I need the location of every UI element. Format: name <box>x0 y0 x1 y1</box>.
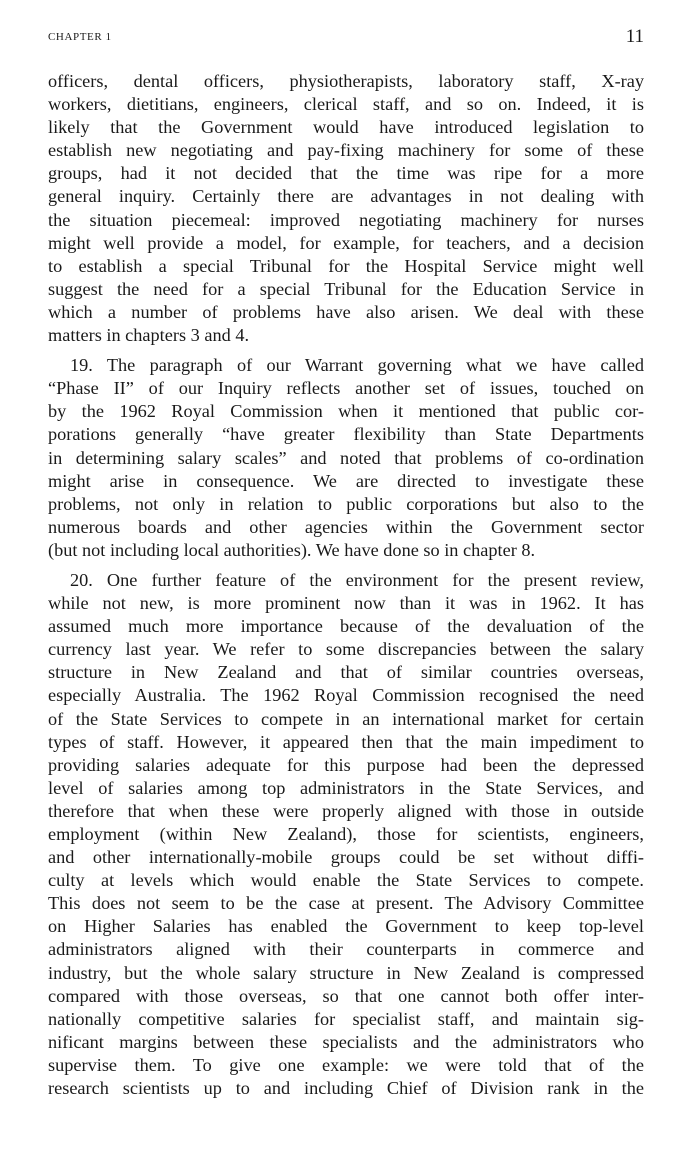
text-line: research scientists up to and including Chief of Division rank in the <box>48 1078 644 1099</box>
text-line: employment (within New Zealand), those for scientists, engineers, <box>48 824 644 844</box>
text-line: 20. One further feature of the environment for the present review, <box>70 569 644 590</box>
text-line: in determining salary scales” and noted that problems of co-ordination <box>48 447 644 468</box>
text-line: officers, dental officers, physiotherapists, laboratory staff, X-ray <box>48 71 644 91</box>
text-line: which a number of problems have also arisen. We deal with these <box>48 301 644 322</box>
text-line: to establish a special Tribunal for the Hospital Service might well <box>48 255 644 276</box>
text-line: (but not including local authorities). We have done so in chapter 8. <box>48 539 536 560</box>
text-line: currency last year. We refer to some discrepancies between the salary <box>48 639 644 660</box>
text-line: level of salaries among top administrators in the State Services, and <box>48 777 644 798</box>
text-line: “Phase II” of our Inquiry reflects another set of issues, touched on <box>48 378 644 399</box>
paragraph-2 <box>48 569 644 1100</box>
text-line: compared with those overseas, so that one cannot both offer inter- <box>48 985 644 1006</box>
text-line: groups, had it not decided that the time was ripe for a more <box>48 163 644 184</box>
text-line: 19. The paragraph of our Warrant governing what we have called <box>70 355 644 376</box>
text-line: assumed much more importance because of the devaluation of the <box>48 616 644 637</box>
text-line: by the 1962 Royal Commission when it mentioned that public cor- <box>48 401 644 422</box>
text-line: therefore that when these were properly aligned with those in outside <box>48 800 644 821</box>
page-number: 11 <box>625 26 644 47</box>
text-line: nificant margins between these specialists and the administrators who <box>48 1031 644 1052</box>
text-line: establish new negotiating and pay-fixing machinery for some of these <box>48 140 644 161</box>
text-line: industry, but the whole salary structure in New Zealand is compressed <box>48 962 644 983</box>
text-line: the situation piecemeal: improved negotiating machinery for nurses <box>48 209 644 230</box>
text-line: structure in New Zealand and that of similar countries overseas, <box>48 662 644 683</box>
text-line: numerous boards and other agencies within the Government sector <box>48 516 644 537</box>
text-line: matters in chapters 3 and 4. <box>48 325 250 346</box>
chapter-heading: CHAPTER 1 <box>48 31 112 43</box>
text-line: nationally competitive salaries for specialist staff, and maintain sig- <box>48 1008 644 1029</box>
paragraph-1 <box>48 354 644 562</box>
text-line: might well provide a model, for example, for teachers, and a decision <box>48 232 644 253</box>
text-line: might arise in consequence. We are directed to investigate these <box>48 470 644 491</box>
paragraph-gap <box>48 562 644 569</box>
text-line: problems, not only in relation to public corporations but also to the <box>48 493 644 514</box>
text-line: especially Australia. The 1962 Royal Commission recognised the need <box>48 685 644 706</box>
text-line: types of staff. However, it appeared then that the main impediment to <box>48 731 644 752</box>
text-line: general inquiry. Certainly there are advantages in not dealing with <box>48 186 644 207</box>
text-line: This does not seem to be the case at present. The Advisory Committee <box>48 893 644 914</box>
text-line: culty at levels which would enable the State Services to compete. <box>48 870 644 891</box>
text-line: administrators aligned with their counterparts in commerce and <box>48 939 644 960</box>
paragraph-gap <box>48 347 644 354</box>
text-line: and other internationally-mobile groups could be set without diffi- <box>48 847 644 868</box>
paragraph-0 <box>48 70 644 347</box>
body-text <box>48 70 644 1100</box>
text-line: on Higher Salaries has enabled the Government to keep top-level <box>48 916 644 937</box>
text-line: suggest the need for a special Tribunal for the Education Service in <box>48 278 644 299</box>
text-line: workers, dietitians, engineers, clerical staff, and so on. Indeed, it is <box>48 94 644 115</box>
text-line: supervise them. To give one example: we were told that of the <box>48 1054 644 1075</box>
text-line: likely that the Government would have introduced legislation to <box>48 117 644 138</box>
text-line: porations generally “have greater flexibility than State Departments <box>48 424 644 445</box>
text-line: of the State Services to compete in an international market for certain <box>48 708 644 729</box>
page-header <box>48 26 644 50</box>
text-line: while not new, is more prominent now than it was in 1962. It has <box>48 593 644 614</box>
text-line: providing salaries adequate for this purpose had been the depressed <box>48 754 644 775</box>
